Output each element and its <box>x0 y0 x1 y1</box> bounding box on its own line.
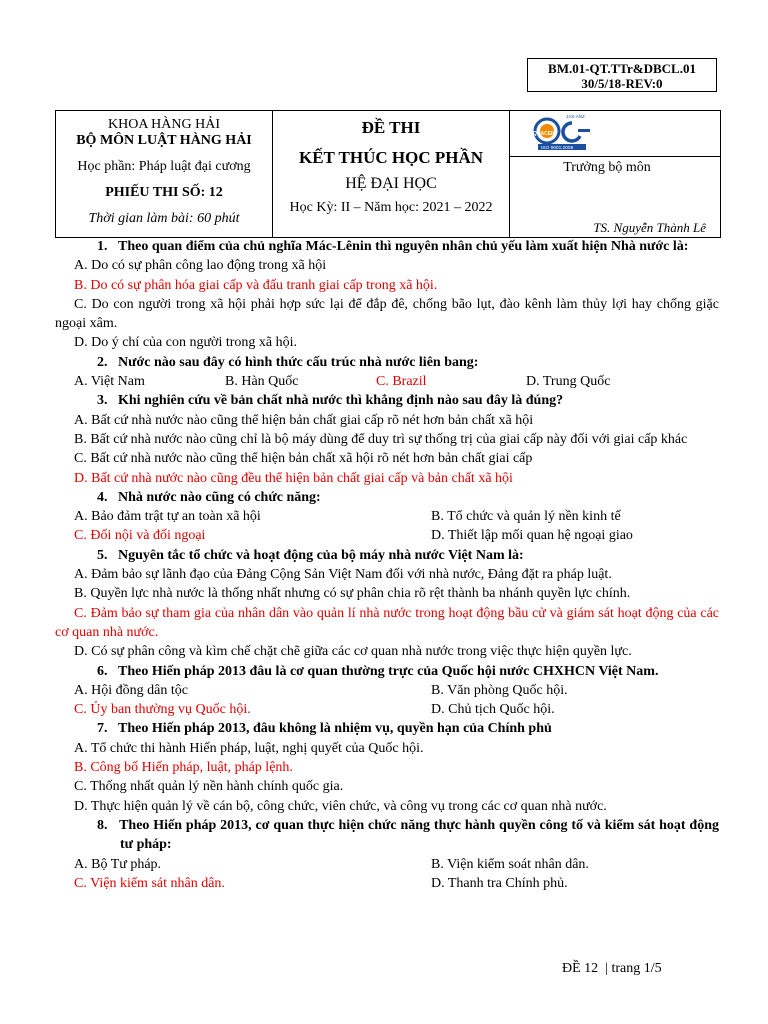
q5-option-c-correct: C. Đảm bảo sự tham gia của nhân dân vào quản lí nhà nước trong hoạt động bầu cử và giám sát hoạt động của các cơ quan nhà nước. <box>55 605 719 640</box>
school-term: Học Kỳ: II – Năm học: 2021 – 2022 <box>289 200 493 215</box>
q8-options-row-1 <box>55 855 719 874</box>
q1-option-d: D. Do ý chí của con người trong xã hội. <box>74 335 298 351</box>
exam-number: PHIẾU THI SỐ: 12 <box>105 185 223 200</box>
quacert-logo-icon <box>532 113 602 151</box>
q6-options-row-2 <box>55 700 719 719</box>
q1-option-c: C. Do con người trong xã hội phải hợp sức lại để đắp đê, chống bão lụt, đào kênh làm thủy lợi hay chống giặc ngoại xâm. <box>55 296 719 332</box>
program-level: HỆ ĐẠI HỌC <box>345 175 437 192</box>
faculty-name: KHOA HÀNG HẢI <box>108 117 220 132</box>
q7-option-a: A. Tổ chức thi hành Hiến pháp, luật, nghị quyết của Quốc hội. <box>74 740 424 756</box>
q6-option-d: D. Chủ tịch Quốc hội. <box>431 702 555 718</box>
logo-cell <box>510 111 721 157</box>
q5-option-d: D. Có sự phân công và kìm chế chặt chẽ giữa các cơ quan nhà nước trong việc thực hiện quyền lực. <box>74 644 632 660</box>
department-name: BỘ MÔN LUẬT HÀNG HẢI <box>76 133 252 148</box>
q6-option-a: A. Hội đồng dân tộc <box>74 682 188 698</box>
q2-option-c-correct: C. Brazil <box>376 374 427 390</box>
document-code: BM.01-QT.TTr&DBCL.01 <box>548 61 696 76</box>
q2-option-d: D. Trung Quốc <box>526 374 611 390</box>
question-list <box>55 237 719 893</box>
q8-option-b: B. Viện kiểm soát nhân dân. <box>431 856 589 872</box>
q6-option-b: B. Văn phòng Quốc hội. <box>431 682 568 698</box>
question-2: 2. Nước nào sau đây có hình thức cấu trúc nhà nước liên bang: <box>97 354 479 370</box>
exam-title-cell <box>273 111 510 238</box>
exam-title: ĐỀ THI <box>361 118 421 137</box>
q3-option-b: B. Bất cứ nhà nước nào cũng chỉ là bộ máy dùng để duy trì sự thống trị của giai cấp này đối với giai cấp khác <box>74 431 688 447</box>
head-title: Trưởng bộ môn <box>563 159 651 175</box>
q4-option-c-correct: C. Đối nội và đối ngoại <box>74 528 206 544</box>
q7-option-d: D. Thực hiện quản lý về cán bộ, công chức, viên chức, và công vụ trong các cơ quan nhà nước. <box>74 798 607 814</box>
q7-option-b-correct: B. Công bố Hiến pháp, luật, pháp lệnh. <box>74 760 293 776</box>
q8-options-row-2 <box>55 874 719 893</box>
logo-iso-text: ISO 9001:2008 <box>541 146 574 151</box>
exam-subtitle: KẾT THÚC HỌC PHẦN <box>298 148 484 167</box>
q5-option-b: B. Quyền lực nhà nước là thống nhất nhưng có sự phân chia rõ rệt thành ba nhánh quyền lực chính. <box>74 586 631 602</box>
q8-option-c-correct: C. Viện kiểm sát nhân dân. <box>74 875 225 891</box>
question-3: 3. Khi nghiên cứu về bản chất nhà nước thì khẳng định nào sau đây là đúng? <box>97 393 564 409</box>
q1-option-b-correct: B. Do có sự phân hóa giai cấp và đấu tranh giai cấp trong xã hội. <box>74 277 438 293</box>
q3-option-d-correct: D. Bất cứ nhà nước nào cũng đều thể hiện bản chất giai cấp và bản chất xã hội <box>74 470 513 486</box>
logo-top-text: JAS-ANZ <box>566 114 585 119</box>
question-4: 4. Nhà nước nào cũng có chức năng: <box>97 489 321 505</box>
question-1: 1. Theo quan điểm của chủ nghĩa Mác-Lênin thì nguyên nhân chủ yếu làm xuất hiện Nhà nước là: <box>97 239 689 254</box>
q3-option-c: C. Bất cứ nhà nước nào cũng thể hiện bản chất xã hội rõ nét hơn bản chất giai cấp <box>74 451 533 467</box>
q1-option-a: A. Do có sự phân công lao động trong xã hội <box>74 258 327 274</box>
q2-option-a: A. Việt Nam <box>74 374 145 390</box>
q3-option-a: A. Bất cứ nhà nước nào cũng thể hiện bản chất giai cấp rõ nét hơn bản chất xã hội <box>74 412 534 428</box>
q4-option-d: D. Thiết lập mối quan hệ ngoại giao <box>431 528 633 544</box>
q2-options-row <box>55 372 719 391</box>
document-revision: 30/5/18-REV:0 <box>581 76 663 91</box>
q5-option-a: A. Đảm bảo sự lãnh đạo của Đảng Cộng Sản Việt Nam đối với nhà nước, Đảng đặt ra pháp luật. <box>74 567 612 583</box>
question-5: 5. Nguyên tắc tổ chức và hoạt động của bộ máy nhà nước Việt Nam là: <box>97 547 524 563</box>
q4-option-a: A. Bảo đảm trật tự an toàn xã hội <box>74 509 261 525</box>
q4-option-b: B. Tổ chức và quản lý nền kinh tế <box>431 509 621 525</box>
question-7: 7. Theo Hiến pháp 2013, đâu không là nhiệm vụ, quyền hạn của Chính phủ <box>97 721 552 737</box>
q2-option-b: B. Hàn Quốc <box>225 374 299 390</box>
head-name: TS. Nguyễn Thành Lê <box>593 219 706 235</box>
q4-options-row-1 <box>55 507 719 526</box>
q4-options-row-2 <box>55 526 719 545</box>
question-6: 6. Theo Hiến pháp 2013 đâu là cơ quan thường trực của Quốc hội nước CHXHCN Việt Nam. <box>97 663 659 679</box>
exam-info-cell <box>56 111 273 238</box>
q6-options-row-1 <box>55 681 719 700</box>
exam-duration: Thời gian làm bài: 60 phút <box>88 211 240 226</box>
course-name: Học phần: Pháp luật đại cương <box>77 159 251 174</box>
question-8: 8. Theo Hiến pháp 2013, cơ quan thực hiện chức năng thực hành quyền công tố và kiểm sát hoạt động tư pháp: <box>97 817 719 853</box>
q8-option-d: D. Thanh tra Chính phủ. <box>431 875 568 891</box>
document-code-box <box>527 58 717 92</box>
q7-option-c: C. Thống nhất quản lý nền hành chính quốc gia. <box>74 779 344 795</box>
exam-header-table <box>55 110 721 238</box>
q6-option-c-correct: C. Ủy ban thường vụ Quốc hội. <box>74 702 251 718</box>
department-head-cell <box>510 156 721 237</box>
page-footer: ĐỀ 12 | trang 1/5 <box>562 961 662 976</box>
logo-brand-text: QUACERT <box>533 131 558 137</box>
q8-option-a: A. Bộ Tư pháp. <box>74 856 162 872</box>
